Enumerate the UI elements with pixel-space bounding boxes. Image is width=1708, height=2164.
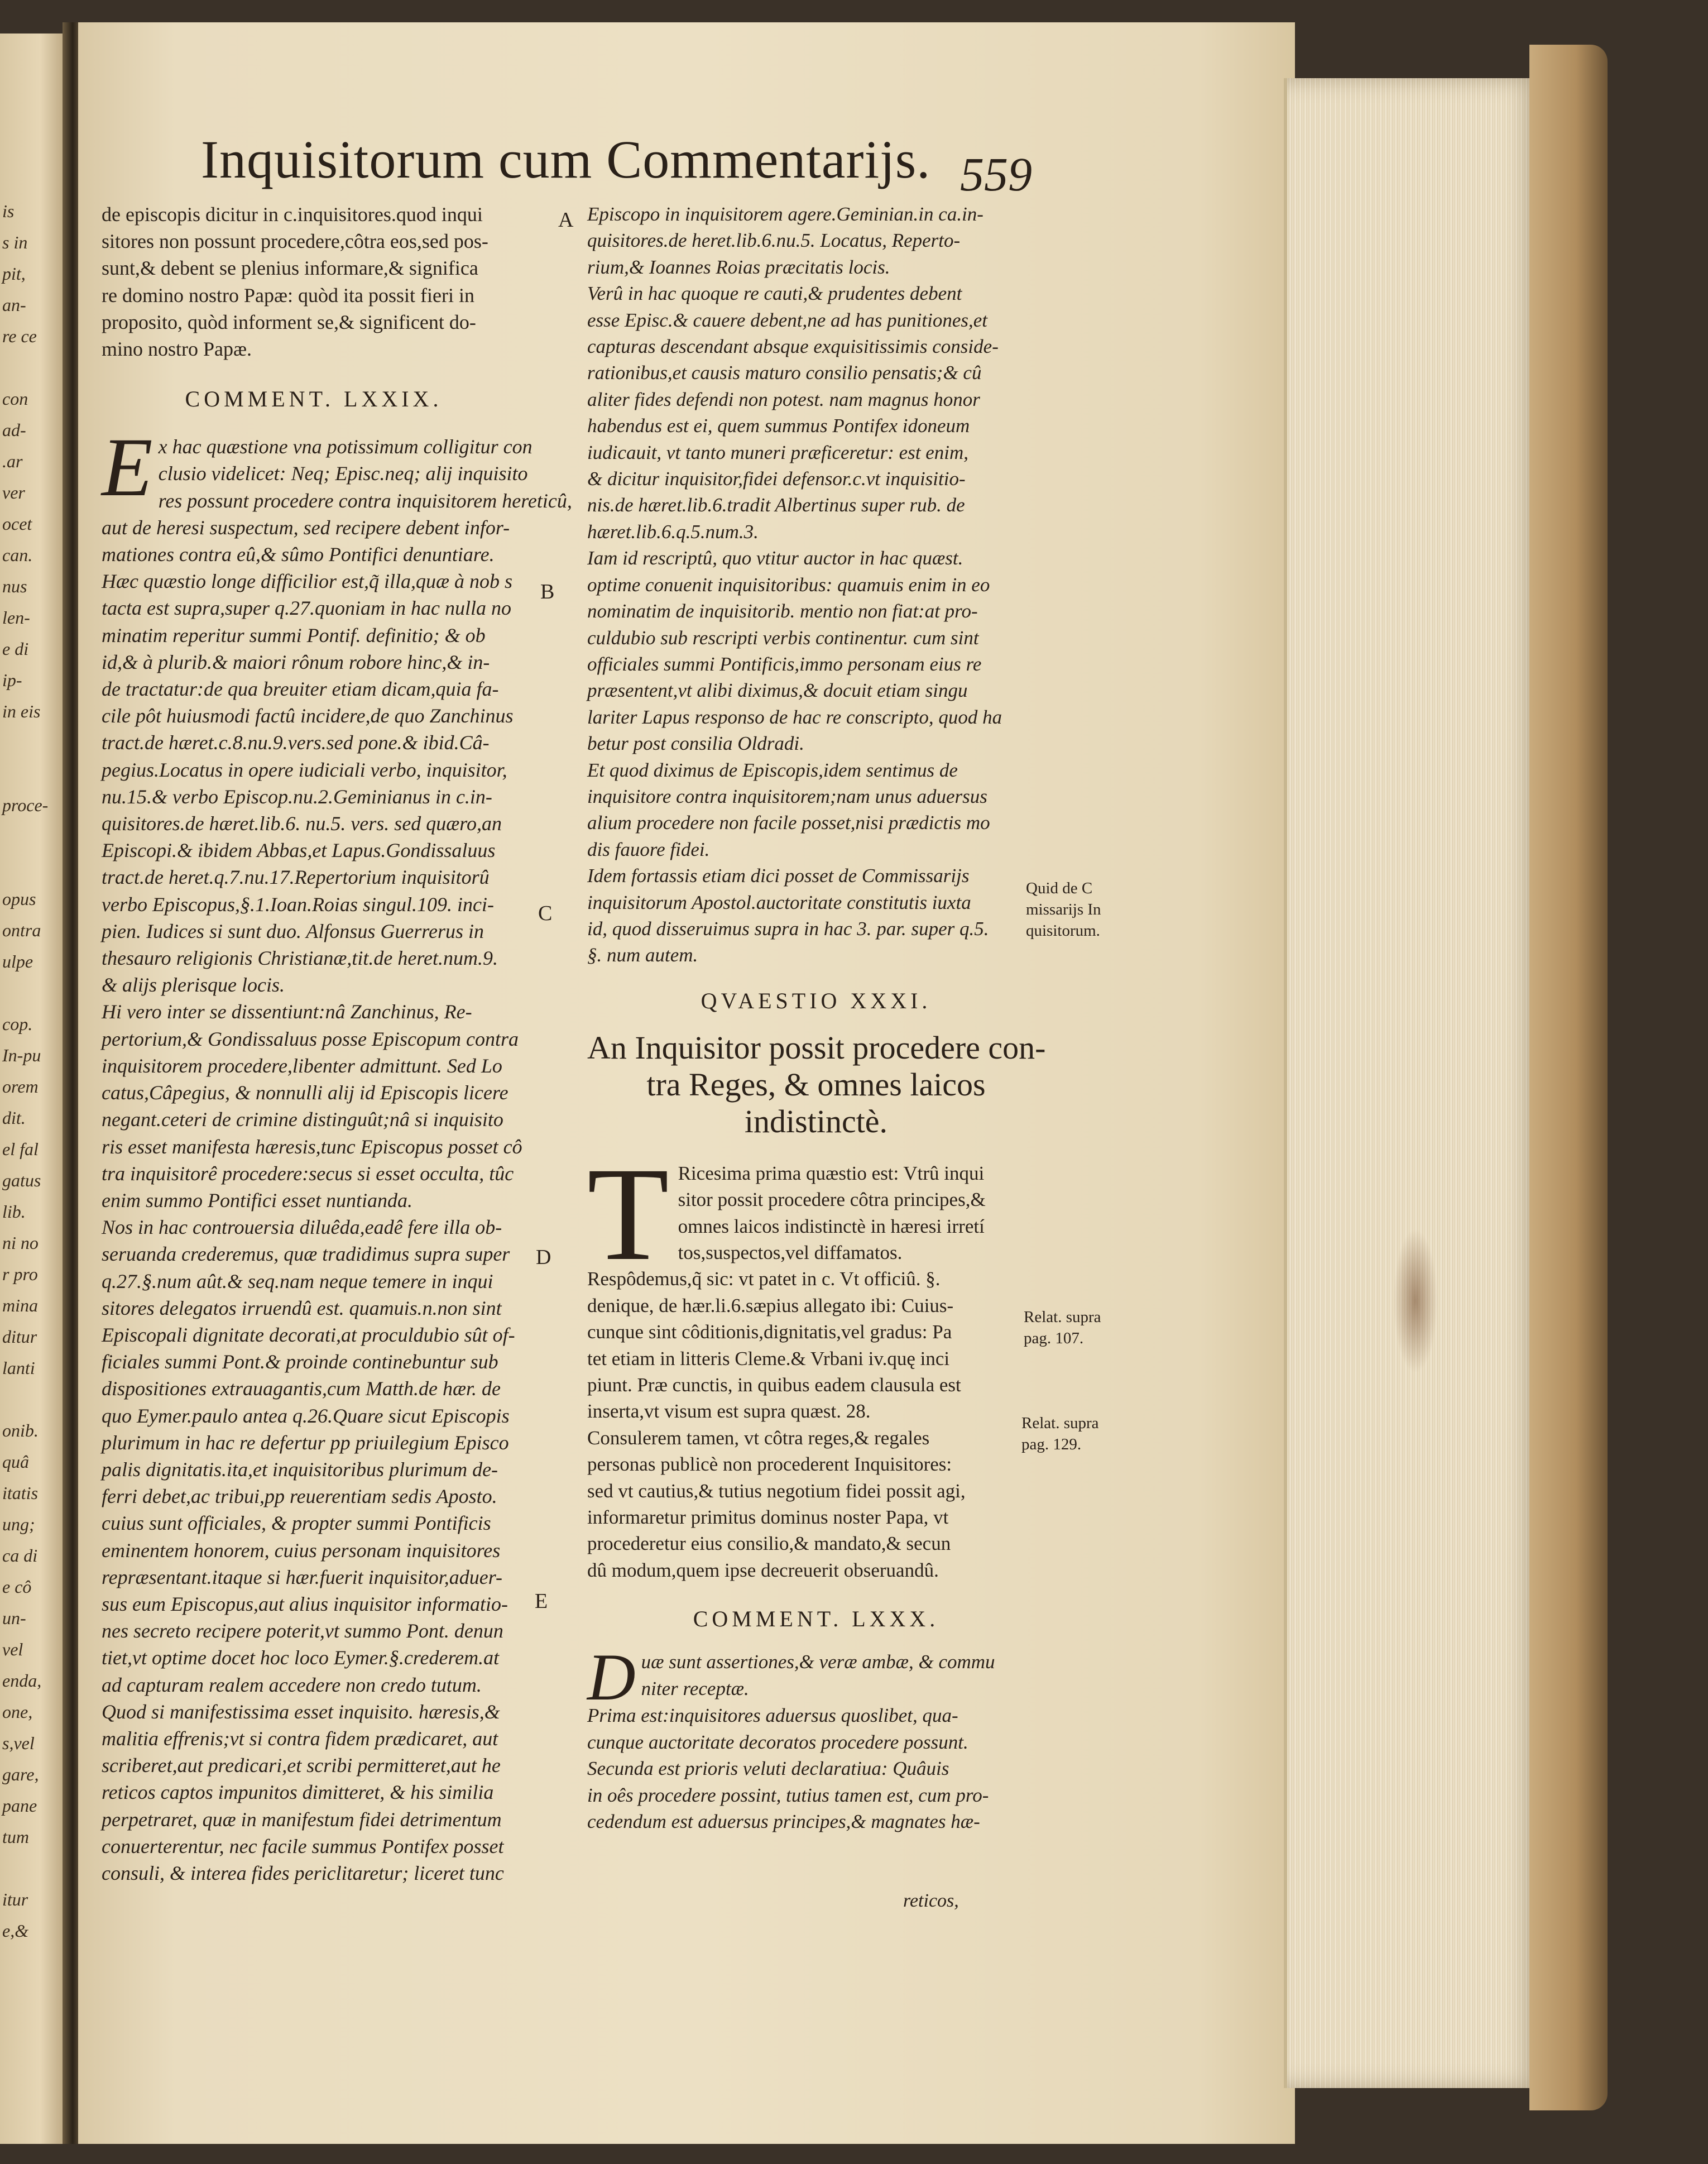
text-line: quisitores.de hæret.lib.6. nu.5. vers. sed quæro,an [102,812,502,835]
catchword: reticos, [903,1890,959,1911]
text-line: negant.ceteri de crimine distinguût;nâ si inquisito [102,1108,503,1131]
text-line: clusio videlicet: Neq; Episc.neq; alij inquisito [158,462,528,485]
text-line: sitor possit procedere côtra principes,& [678,1189,986,1211]
text-line: & dicitur inquisitor,fidei defensor.c.vt inquisitio- [587,468,966,490]
text-line: procederetur eius consilio,& mandato,& secun [587,1533,951,1555]
text-line: de tractatur:de qua breuiter etiam dicam,quia fa- [102,678,499,701]
text-line: tract.de hæret.c.8.nu.9.vers.sed pone.& ibid.Câ- [102,731,490,754]
text-line: x hac quæstione vna potissimum colligitur con [158,435,532,458]
text-line: tra inquisitorê procedere:secus si esset occulta, tûc [102,1162,514,1185]
fragment-line: ung; [2,1514,35,1534]
text-line: Episcopo in inquisitorem agere.Geminian.in ca.in- [587,203,983,225]
text-line: repræsentant.itaque si hær.fuerit inquisitor,aduer- [102,1565,502,1588]
fragment-line: can. [2,545,33,565]
fragment-line: lanti [2,1358,35,1378]
text-line: Quod si manifestissima esset inquisito. hæresis,& [102,1700,500,1723]
text-line: tract.de heret.q.7.nu.17.Repertorium inquisitorû [102,866,490,889]
intro-paragraph [102,201,526,362]
page-edges [1284,78,1544,2088]
fragment-line: ulpe [2,951,33,971]
text-line: Episcopi.& ibidem Abbas,et Lapus.Gondissaluus [102,839,496,862]
text-line: sed vt cautius,& tutius negotium fidei possit agi, [587,1480,966,1502]
text-line: Et quod diximus de Episcopis,idem sentimus de [587,759,958,781]
title-line: tra Reges, & omnes laicos [646,1066,986,1103]
fragment-line: len- [2,607,30,628]
text-line: informaretur primitus dominus noster Papa, vt [587,1506,949,1529]
text-line: hæret.lib.6.q.5.num.3. [587,520,759,543]
text-line: id,& à plurib.& maiori rônum robore hinc,& in- [102,650,490,673]
fragment-line: cop. [2,1014,33,1034]
question-heading: QVAESTIO XXXI. [701,988,932,1013]
text-line: sitores delegatos irruendû est. quamuis.n.non sint [102,1296,502,1319]
running-title: Inquisitorum cum Commentarijs. [201,130,931,189]
title-line: An Inquisitor possit procedere con- [587,1029,1046,1066]
text-line: tiet,vt optime docet hoc loco Eymer.§.crederem.at [102,1646,500,1669]
text-line: Verû in hac quoque re cauti,& prudentes debent [587,283,962,305]
fragment-line: enda, [2,1670,42,1691]
text-line: malitia effrenis;vt si contra fidem prædicaret, aut [102,1727,498,1750]
comment-heading-lxxx: COMMENT. LXXX. [693,1606,939,1632]
text-line: enim summo Pontifici esset nuntianda. [102,1189,412,1212]
text-line: Respôdemus,q̃ sic: vt patet in c. Vt officiû. §. [587,1268,941,1290]
fragment-line: itatis [2,1483,39,1503]
fragment-line: itur [2,1889,28,1909]
text-line: dis fauore fidei. [587,838,710,860]
text-line: pegius.Locatus in opere iudiciali verbo, inquisitor, [102,758,507,781]
fragment-line: con [2,389,28,409]
comment-lxxx-body [587,1702,1045,1835]
fragment-line: quâ [2,1452,29,1472]
fragment-line: s,vel [2,1733,35,1753]
text-line: consuli, & interea fides periclitaretur; liceret tunc [102,1861,504,1884]
question-title [587,1030,1045,1140]
drop-capital-e: E [102,421,153,514]
fragment-line: In-pu [2,1045,41,1065]
fragment-line: re ce [2,326,37,346]
text-line: res possunt procedere contra inquisitorem hereticû, [158,489,572,512]
fragment-line: one, [2,1702,33,1722]
comment-heading-lxxix: COMMENT. LXXIX. [185,386,443,412]
text-line: palis dignitatis.ita,et inquisitoribus plurimum de- [102,1458,498,1481]
text-line: minatim reperitur summi Pontif. definitio; & ob [102,624,486,647]
text-line: ferri debet,ac tribui,pp reuerentiam sedis Aposto. [102,1485,497,1508]
text-line: thesauro religionis Christianæ,tit.de heret.num.9. [102,947,498,970]
text-line: piunt. Præ cunctis, in quibus eadem clausula est [587,1374,961,1396]
fragment-line: onib. [2,1420,39,1440]
text-line: denique, de hær.li.6.sæpius allegato ibi: Cuius- [587,1294,954,1316]
text-line: cunque sint côditionis,dignitatis,vel gradus: Pa [587,1321,952,1343]
fragment-line: ver [2,482,25,502]
text-line: §. num autem. [587,944,698,966]
page-number: 559 [960,147,1032,201]
fragment-line: r pro [2,1264,38,1284]
fragment-line: ditur [2,1327,37,1347]
fragment-line: gatus [2,1170,41,1190]
fragment-line: gare, [2,1764,39,1784]
text-line: ris esset manifesta hæresis,tunc Episcopus posset cô [102,1135,522,1158]
fragment-line: pane [2,1796,37,1816]
text-line: plurimum in hac re defertur pp priuilegium Episco [102,1431,509,1454]
text-line: perpetraret, quæ in manifestum fidei detrimentum [102,1808,502,1831]
text-line: capturas descendant absque exquisitissimis conside- [587,336,999,358]
text-line: Ricesima prima quæstio est: Vtrû inqui [678,1162,985,1184]
fragment-line: e di [2,639,29,659]
text-line: personas publicè non procederent Inquisitores: [587,1453,952,1476]
text-line: officiales summi Pontificis,immo personam eius re [587,653,982,675]
text-line: re domino nostro Papæ: quòd ita possit fieri in [102,284,474,307]
text-line: seruanda crederemus, quæ tradidimus supra super [102,1243,510,1266]
text-line: Iam id rescriptû, quo vtitur auctor in hac quæst. [587,547,963,569]
margin-letter-d: D [536,1246,551,1269]
text-line: Hæc quæstio longe difficilior est,q̃ illa,quæ à nob s [102,570,513,593]
title-line: indistinctè. [744,1103,888,1140]
left-page-fragment [0,33,67,2144]
text-line: Hi vero inter se dissentiunt:nâ Zanchinus, Re- [102,1000,472,1023]
text-line: conuerterentur, nec facile summus Pontifex posset [102,1835,504,1857]
text-line: niter receptæ. [641,1677,749,1699]
text-line: mationes contra eû,& sûmo Pontifici denuntiare. [102,543,495,566]
book-cover-edge [1529,45,1608,2110]
fragment-line: lib. [2,1201,26,1222]
fragment-line: pit, [2,264,26,284]
text-line: nominatim de inquisitorib. mentio non fiat:at pro- [587,600,978,623]
fragment-line: ontra [2,920,41,940]
text-line: Nos in hac controuersia diluêda,eadê fere illa ob- [102,1216,502,1239]
fragment-line: el fal [2,1139,39,1159]
fragment-line: ni no [2,1233,39,1253]
drop-capital-d: D [587,1640,636,1715]
text-line: sitores non possunt procedere,côtra eos,sed pos- [102,230,488,253]
fragment-line: an- [2,295,26,315]
text-line: Prima est:inquisitores aduersus quoslibet, qua- [587,1705,958,1727]
text-line: cedendum est aduersus principes,& magnates hæ- [587,1810,980,1832]
text-line: nes secreto recipere poterit,vt summo Pont. denun [102,1620,503,1643]
fragment-line: un- [2,1608,26,1628]
text-line: sunt,& debent se plenius informare,& significa [102,257,478,280]
text-line: Idem fortassis etiam dici posset de Commissarijs [587,865,970,887]
text-line: eminentem honorem, cuius personam inquisitores [102,1539,501,1562]
text-line: nu.15.& verbo Episcop.nu.2.Geminianus in c.in- [102,785,492,808]
text-line: q.27.§.num aût.& seq.nam neque temere in inqui [102,1270,493,1292]
fragment-line: dit. [2,1108,26,1128]
text-line: tacta est supra,super q.27.quoniam in hac nulla no [102,597,511,620]
text-line: Consulerem tamen, vt côtra reges,& regales [587,1426,930,1449]
text-line: cuius sunt officiales, & propter summi Pontificis [102,1512,491,1535]
text-line: alium procedere non facile posset,nisi prædictis mo [587,812,990,834]
text-line: in oês procedere possint, tutius tamen est, cum pro- [587,1784,989,1806]
text-line: aut de heresi suspectum, sed recipere debent infor- [102,516,510,539]
text-line: dispositiones extrauagantis,cum Matth.de hær. de [102,1377,501,1400]
text-line: inquisitore contra inquisitorem;nam unus aduersus [587,785,987,807]
drop-capital-t: T [587,1139,669,1288]
fragment-line: vel [2,1639,23,1659]
text-line: nis.de hæret.lib.6.tradit Albertinus super rub. de [587,494,965,516]
fragment-line: s in [2,232,28,252]
fragment-line: ad- [2,420,26,440]
fragment-line: .ar [2,451,23,471]
fragment-line: opus [2,889,36,909]
text-line: quisitores.de heret.lib.6.nu.5. Locatus, Reperto- [587,229,961,252]
side-note-commissarii: Quid de C missarijs In quisitorum. [1026,879,1101,940]
text-line: inquisitorem procedere,libenter admittunt. Sed Lo [102,1054,502,1077]
text-line: betur post consilia Oldradi. [587,732,804,755]
comment-body [102,514,526,1887]
text-line: sus eum Episcopus,aut alius inquisitor informatio- [102,1592,508,1615]
comment-continuation [587,201,1045,969]
fragment-line: mina [2,1295,38,1315]
text-line: reticos captos impunitos dimitteret, & his similia [102,1781,494,1804]
text-line: mino nostro Papæ. [102,338,252,361]
text-line: scriberet,aut predicari,et scribi permitteret,aut he [102,1754,501,1777]
text-line: & alijs plerisque locis. [102,974,285,997]
margin-letter-b: B [540,580,555,604]
text-line: verbo Episcopus,§.1.Ioan.Roias singul.109. inci- [102,893,494,916]
text-line: quo Eymer.paulo antea q.26.Quare sicut Episcopis [102,1404,510,1427]
text-line: inserta,vt visum est supra quæst. 28. [587,1400,871,1423]
text-line: Secunda est prioris veluti declaratiua: Quâuis [587,1758,949,1780]
margin-letter-e: E [535,1590,548,1613]
text-line: cile pôt huiusmodi factû incidere,de quo Zanchinus [102,705,514,727]
text-line: ficiales summi Pont.& proinde continebuntur sub [102,1351,498,1373]
right-column [587,201,1045,1835]
comment-first-paragraph [102,421,572,514]
text-line: dû modum,quem ipse decreuerit obseruandû. [587,1559,939,1581]
side-note-relat-129: Relat. supra pag. 129. [1021,1414,1099,1453]
text-line: pien. Iudices si sunt duo. Alfonsus Guerrerus in [102,920,484,942]
text-line: lariter Lapus responso de hac re conscripto, quod ha [587,706,1002,728]
text-line: id, quod disseruimus supra in hac 3. par. super q.5. [587,917,989,940]
fragment-line: e cô [2,1577,32,1597]
text-line: rium,& Ioannes Roias præcitatis locis. [587,256,890,278]
text-line: omnes laicos indistinctè in hæresi irretí [678,1215,985,1237]
text-line: aliter fides defendi non potest. nam magnus honor [587,388,980,410]
fragment-line: nus [2,576,27,596]
left-column [102,201,572,1887]
text-line: ad capturam realem accedere non credo tutum. [102,1673,482,1696]
side-note-relat-107: Relat. supra pag. 107. [1024,1308,1101,1347]
question-body [587,1266,1045,1583]
fragment-line: in eis [2,701,41,721]
text-line: tet etiam in litteris Cleme.& Vrbani iv.quę inci [587,1347,950,1370]
text-line: rationibus,et causis maturo consilio pensatis;& cû [587,362,982,384]
text-line: cunque auctoritate decoratos procedere possunt. [587,1731,968,1753]
fragment-line: is [2,201,15,221]
fragment-line: ocet [2,514,32,534]
fragment-line: proce- [2,795,49,815]
text-line: optime conuenit inquisitoribus: quamuis enim in eo [587,573,990,596]
fragment-line: tum [2,1827,29,1847]
fragment-line: ip- [2,670,22,690]
margin-letter-a: A [558,208,574,232]
text-line: iudicauit, vt tanto muneri præficeretur: est enim, [587,441,969,463]
text-line: præsentent,vt alibi diximus,& docuit etiam singu [587,679,968,702]
fragment-line: e,& [2,1921,29,1941]
text-line: culdubio sub rescripti verbis continentur. cum sint [587,626,979,649]
text-line: proposito, quòd informent se,& significent do- [102,310,476,333]
text-line: inquisitorum Apostol.auctoritate constitutis iuxta [587,891,971,913]
text-line: Episcopali dignitate decorati,at proculdubio sût of- [102,1323,515,1346]
text-line: tos,suspectos,vel diffamatos. [678,1242,903,1263]
text-line: esse Episc.& cauere debent,ne ad has punitiones,et [587,309,988,331]
margin-letter-c: C [538,902,553,925]
fragment-line: ca di [2,1545,38,1565]
text-line: de episcopis dicitur in c.inquisitores.quod inqui [102,203,483,226]
fragment-line: orem [2,1076,39,1097]
text-line: uæ sunt assertiones,& veræ ambæ, & commu [641,1651,995,1673]
text-line: pertorium,& Gondissaluus posse Episcopum contra [102,1027,519,1050]
text-line: habendus est ei, quem summus Pontifex idoneum [587,415,970,437]
comment-lxxx-first [587,1640,1045,1715]
text-line: catus,Câpegius, & nonnulli alij id Episcopis licere [102,1081,508,1104]
